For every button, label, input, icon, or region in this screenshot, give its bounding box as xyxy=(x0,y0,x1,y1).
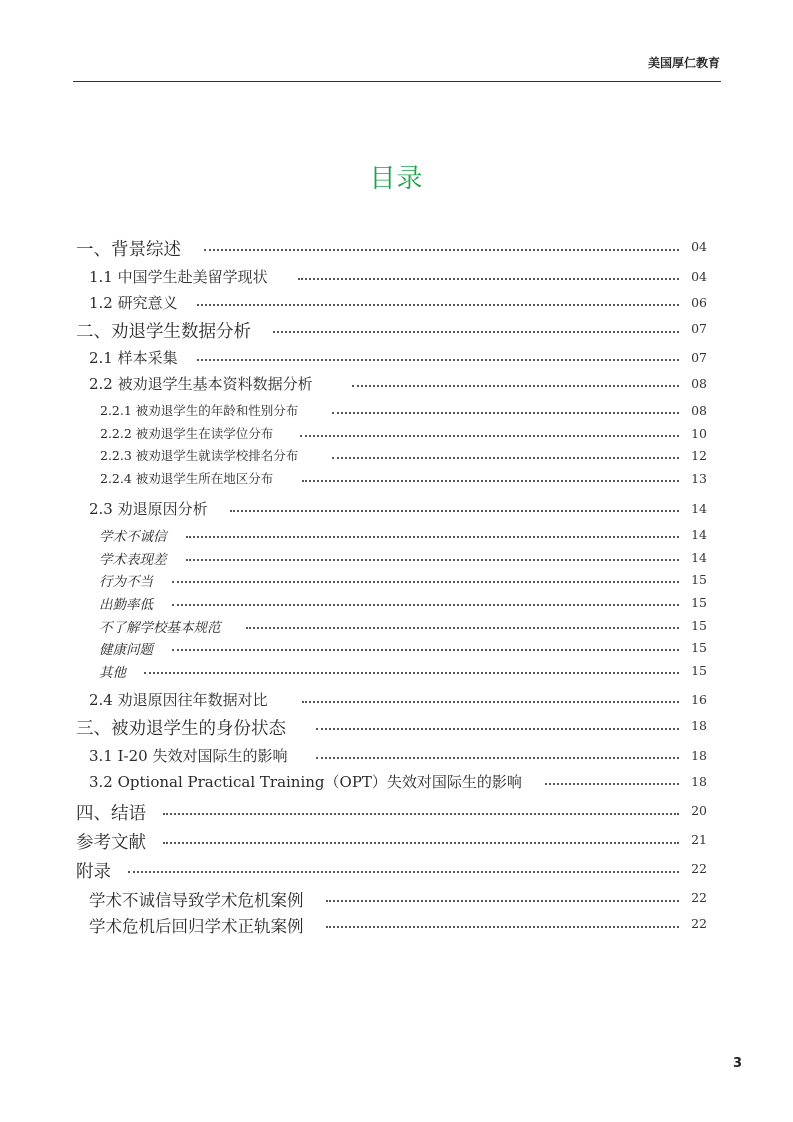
dot-leader xyxy=(316,728,679,730)
dot-leader xyxy=(300,435,679,437)
toc-entry-page: 22 xyxy=(691,916,707,931)
toc-entry-page: 22 xyxy=(691,861,707,876)
toc-entry-page: 18 xyxy=(691,774,707,789)
page-number: 3 xyxy=(732,1056,742,1071)
toc-entry-label: 3.1 I-20 失效对国际生的影响 xyxy=(89,747,288,765)
toc-entry-label: 2.2.2 被劝退学生在读学位分布 xyxy=(100,426,274,441)
dot-leader xyxy=(163,842,679,844)
toc-entry-page: 06 xyxy=(691,295,707,310)
toc-entry-page: 08 xyxy=(691,403,707,418)
toc-entry-label: 学术不诚信导致学术危机案例 xyxy=(89,891,304,910)
dot-leader xyxy=(172,604,679,606)
dot-leader xyxy=(144,672,679,674)
toc-entry-label: 一、背景综述 xyxy=(76,240,181,260)
dot-leader xyxy=(302,480,679,482)
toc-entry-label: 2.2.1 被劝退学生的年龄和性别分布 xyxy=(100,403,299,418)
toc-entry-page: 18 xyxy=(691,718,707,733)
toc-entry-page: 20 xyxy=(691,803,707,818)
dot-leader xyxy=(163,813,679,815)
toc-entry-page: 07 xyxy=(691,321,707,336)
toc-entry-page: 10 xyxy=(691,426,707,441)
dot-leader xyxy=(273,331,679,333)
toc-entry-label: 附录 xyxy=(76,862,111,882)
dot-leader xyxy=(332,412,679,414)
dot-leader xyxy=(545,783,679,785)
toc-entry-page: 14 xyxy=(691,527,707,542)
toc-entry-label: 2.4 劝退原因往年数据对比 xyxy=(89,691,268,709)
toc-entry-page: 15 xyxy=(691,663,707,678)
header-rule xyxy=(73,81,721,82)
dot-leader xyxy=(172,649,679,651)
toc-entry-page: 15 xyxy=(691,618,707,633)
dot-leader xyxy=(186,559,679,561)
dot-leader xyxy=(186,536,679,538)
toc-entry-label: 不了解学校基本规范 xyxy=(99,620,221,636)
toc-entry-label: 学术不诚信 xyxy=(99,529,167,545)
toc-entry-label: 学术危机后回归学术正轨案例 xyxy=(89,917,304,936)
toc-entry-label: 其他 xyxy=(99,665,126,681)
dot-leader xyxy=(316,757,679,759)
toc-entry-label: 健康问题 xyxy=(99,642,153,658)
dot-leader xyxy=(326,926,679,928)
toc-entry-page: 04 xyxy=(691,239,707,254)
toc-entry-label: 2.2.4 被劝退学生所在地区分布 xyxy=(100,471,274,486)
toc-entry-label: 2.3 劝退原因分析 xyxy=(89,500,208,518)
header-brand: 美国厚仁教育 xyxy=(647,56,720,70)
toc-entry-label: 1.1 中国学生赴美留学现状 xyxy=(89,268,268,286)
toc-entry-page: 07 xyxy=(691,350,707,365)
toc-entry-page: 13 xyxy=(691,471,707,486)
dot-leader xyxy=(128,871,679,873)
toc-entry-page: 15 xyxy=(691,640,707,655)
toc-entry-label: 二、劝退学生数据分析 xyxy=(76,322,251,342)
dot-leader xyxy=(172,581,679,583)
toc-entry-page: 22 xyxy=(691,890,707,905)
toc-entry-label: 3.2 Optional Practical Training（OPT）失效对国际生的影响 xyxy=(89,773,522,791)
dot-leader xyxy=(197,359,679,361)
toc-entry-page: 14 xyxy=(691,501,707,516)
dot-leader xyxy=(302,701,679,703)
toc-entry-label: 出勤率低 xyxy=(99,597,153,613)
dot-leader xyxy=(246,627,679,629)
toc-entry-label: 1.2 研究意义 xyxy=(89,294,178,312)
dot-leader xyxy=(197,304,679,306)
toc-entry-page: 15 xyxy=(691,595,707,610)
toc-entry-label: 学术表现差 xyxy=(99,552,167,568)
toc-entry-page: 12 xyxy=(691,448,707,463)
toc-title: 目录 xyxy=(369,164,424,194)
toc-entry-page: 15 xyxy=(691,572,707,587)
toc-entry-label: 2.1 样本采集 xyxy=(89,349,178,367)
toc-entry-page: 21 xyxy=(691,832,707,847)
toc-entry-page: 16 xyxy=(691,692,707,707)
dot-leader xyxy=(352,385,679,387)
dot-leader xyxy=(326,900,679,902)
toc-entry-page: 04 xyxy=(691,269,707,284)
dot-leader xyxy=(332,457,679,459)
dot-leader xyxy=(204,249,679,251)
toc-entry-page: 14 xyxy=(691,550,707,565)
dot-leader xyxy=(230,510,679,512)
toc-entry-label: 2.2 被劝退学生基本资料数据分析 xyxy=(89,375,313,393)
toc-entry-page: 08 xyxy=(691,376,707,391)
toc-entry-label: 三、被劝退学生的身份状态 xyxy=(76,719,286,739)
toc-entry-label: 2.2.3 被劝退学生就读学校排名分布 xyxy=(100,448,299,463)
toc-entry-label: 四、结语 xyxy=(76,804,146,824)
dot-leader xyxy=(298,278,679,280)
toc-entry-page: 18 xyxy=(691,748,707,763)
toc-entry-label: 参考文献 xyxy=(76,833,146,853)
toc-entry-label: 行为不当 xyxy=(99,574,153,590)
